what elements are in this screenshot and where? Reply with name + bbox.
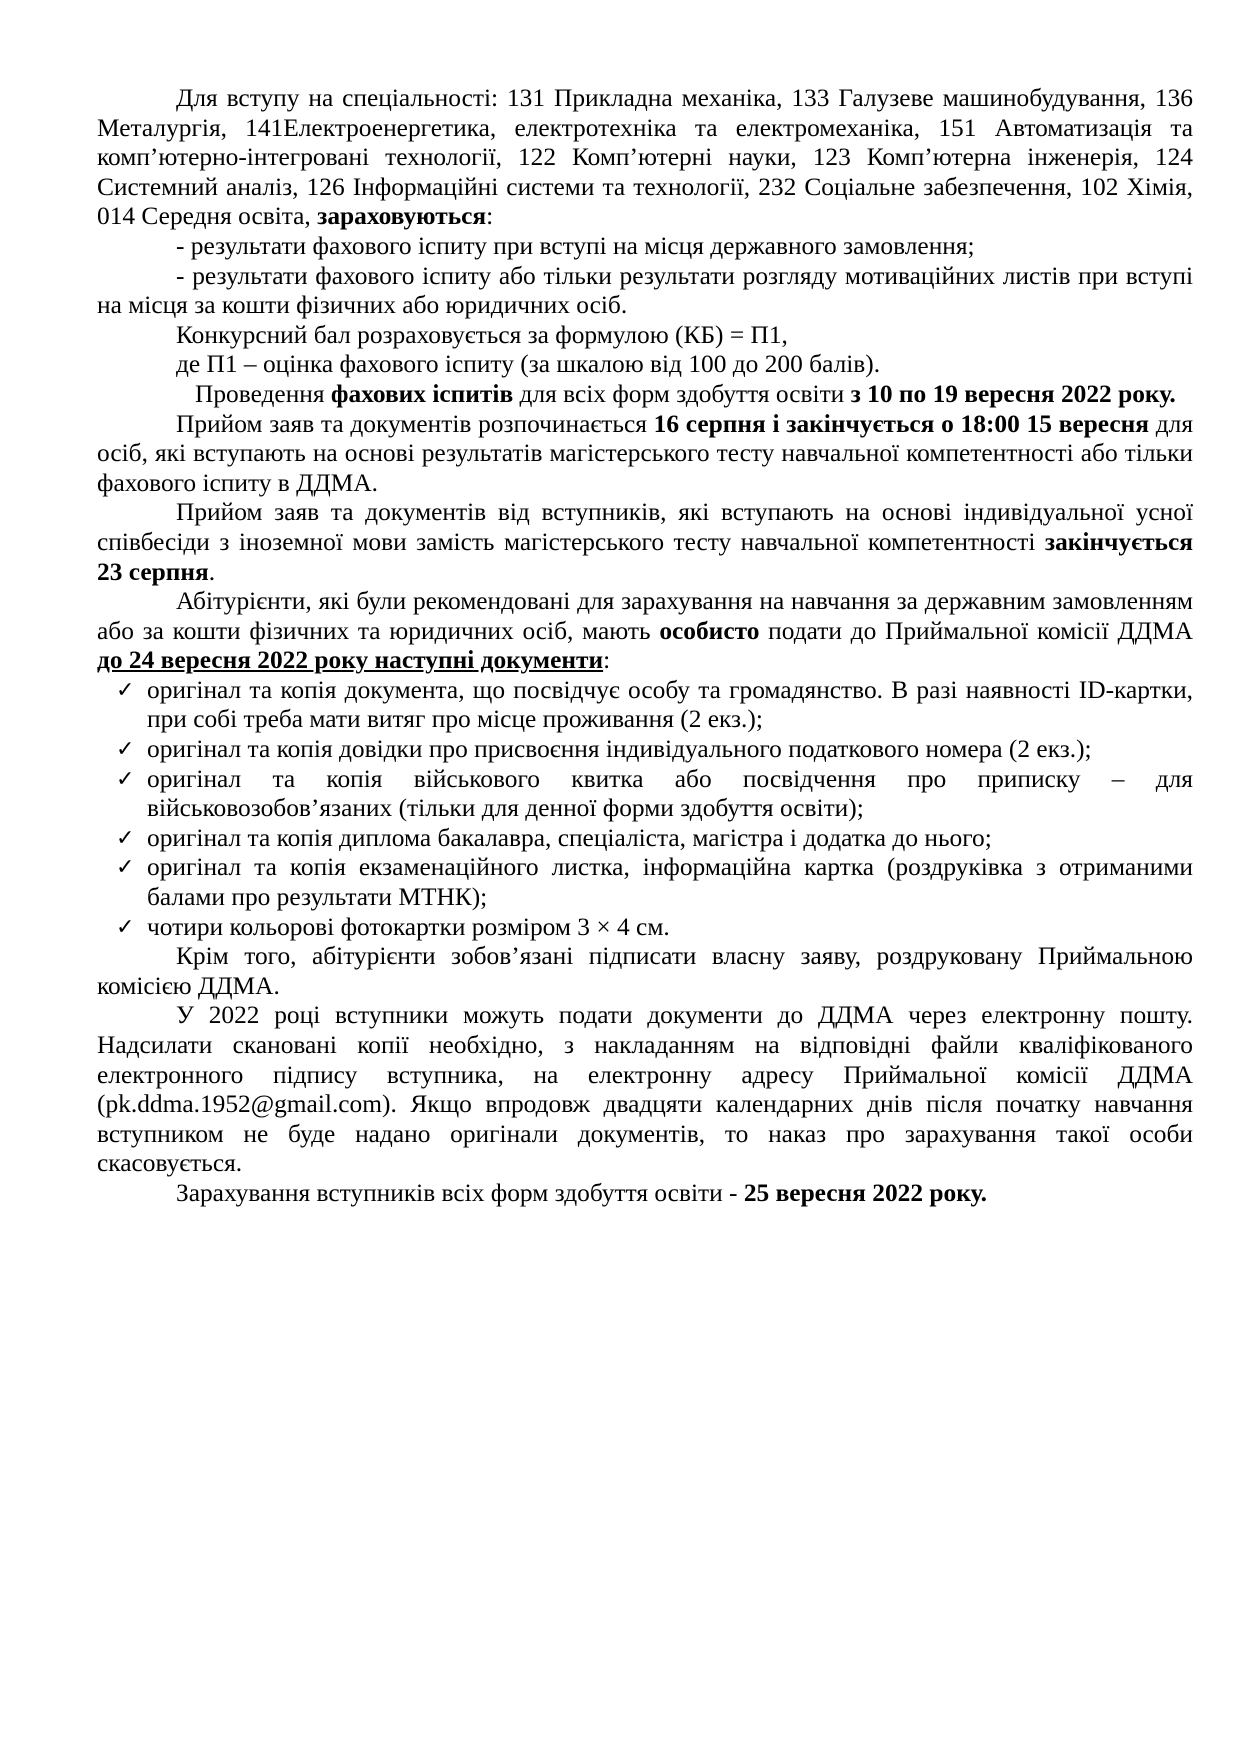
bold-text: фахових іспитів (330, 379, 514, 408)
text: Зарахування вступників всіх форм здобуття освіти - (176, 1178, 744, 1207)
paragraph-interview-applications (97, 498, 1193, 587)
list-item (97, 913, 1193, 943)
colon: : (486, 202, 494, 231)
list-item-text: чотири кольорові фотокартки розміром 3 × 4 см. (147, 912, 670, 941)
paragraph-state-order: - результати фахового іспиту при вступі на місця державного замовлення; (176, 231, 975, 260)
checkmark-icon: ✓ (116, 855, 135, 881)
bold-text: особисто (659, 616, 760, 645)
enrolled-bold: зараховуються (317, 202, 487, 231)
list-item (97, 853, 1193, 912)
bold-date: 16 серпня і закінчується о 18:00 15 вересня (653, 409, 1149, 438)
paragraph-required-documents (97, 587, 1193, 676)
text: : (603, 646, 611, 675)
document-page (97, 84, 1193, 1209)
text: Абітурієнти, які були рекомендовані для зарахування на навчання за державним замовленням або за кошти фізичних та юридичних осіб, мають (97, 587, 1193, 645)
paragraph-application-dates (97, 410, 1193, 499)
list-item (97, 824, 1193, 854)
list-item-text: оригінал та копія довідки про присвоєння індивідуального податкового номера (2 екз.); (147, 735, 1092, 764)
text: . (208, 557, 216, 586)
paragraph-private-funding: - результати фахового іспиту або тільки результати розгляду мотиваційних листів при вступі на місця за кошти фізичних або юридичних осіб. (97, 261, 1193, 320)
paragraph-formula-explanation: де П1 – оцінка фахового іспиту (за шкалою від 100 до 200 балів). (176, 350, 881, 379)
paragraph-formula: Конкурсний бал розраховується за формулою (КБ) = П1, (176, 320, 788, 349)
underlined-deadline: до 24 вересня 2022 року наступні документи (97, 646, 604, 675)
list-item-text: оригінал та копія військового квитка або посвідчення про приписку – для військовозобов’язаних (тільки для денної форми здобуття освіти); (147, 764, 1193, 823)
specialties-text: Для вступу на спеціальності: 131 Прикладна механіка, 133 Галузеве машинобудування, 136 Металургія, 141Електроенергетика, електротехніка та електромеханіка, 151 Автоматизація та комп’ютерно-інтегровані технології, 122 Комп’ютерні науки, 123 Комп’ютерна інженерія, 124 Системний аналіз, 126 Інформаційні системи та технології, 232 Соціальне забезпечення, 102 Хімія, 014 Середня освіта, (97, 84, 1193, 231)
checkmark-icon: ✓ (116, 914, 135, 940)
list-item-text: оригінал та копія диплома бакалавра, спеціаліста, магістра і додатка до нього; (147, 823, 992, 852)
list-item-text: оригінал та копія екзаменаційного листка, інформаційна картка (роздруківка з отриманими балами про результати МТНК); (147, 853, 1193, 912)
bold-date: 25 вересня 2022 року. (743, 1178, 987, 1207)
checkmark-icon: ✓ (116, 766, 135, 792)
text: Проведення (195, 379, 331, 408)
list-item-text: оригінал та копія документа, що посвідчує особу та громадянство. В разі наявності ID-картки, при собі треба мати витяг про місце проживання (2 екз.); (147, 675, 1193, 734)
text: Прийом заяв та документів розпочинається (176, 409, 654, 438)
checkmark-icon: ✓ (116, 825, 135, 851)
bold-date: з 10 по 19 вересня 2022 року. (850, 379, 1176, 408)
text: подати до Приймальної комісії ДДМА (759, 616, 1193, 645)
text: Прийом заяв та документів від вступників, які вступають на основі індивідуальної усної співбесіди з іноземної мови замість магістерського тесту навчальної компетентності (97, 498, 1193, 556)
bold-date: закінчується 23 серпня (97, 527, 1193, 586)
list-item (97, 735, 1193, 765)
checkmark-icon: ✓ (116, 677, 135, 703)
documents-list (97, 676, 1193, 942)
paragraph-exams-dates (97, 380, 1193, 410)
paragraph-specialties (97, 84, 1193, 232)
text: для осіб, які вступають на основі результатів магістерського тесту навчальної компетентності або тільки фахового іспиту в ДДМА. (97, 409, 1193, 497)
paragraph-enrollment-date (97, 1179, 1193, 1209)
checkmark-icon: ✓ (116, 737, 135, 763)
list-item (97, 765, 1193, 824)
paragraph-sign-application: Крім того, абітурієнти зобов’язані підписати власну заяву, роздруковану Приймальною комісією ДДМА. (97, 942, 1193, 1000)
paragraph-email-submission: У 2022 році вступники можуть подати документи до ДДМА через електронну пошту. Надсилати скановані копії необхідно, з накладанням на відповідні файли кваліфікованого електронного підпису вступника, на електронну адресу Приймальної комісії ДДМА (pk.ddma.1952@gmail.com). Якщо впродовж двадцяти календарних днів після початку навчання вступником не буде надано оригінали документів, то наказ про зарахування такої особи скасовується. (97, 1001, 1193, 1178)
text: для всіх форм здобуття освіти (513, 379, 851, 408)
list-item (97, 676, 1193, 735)
